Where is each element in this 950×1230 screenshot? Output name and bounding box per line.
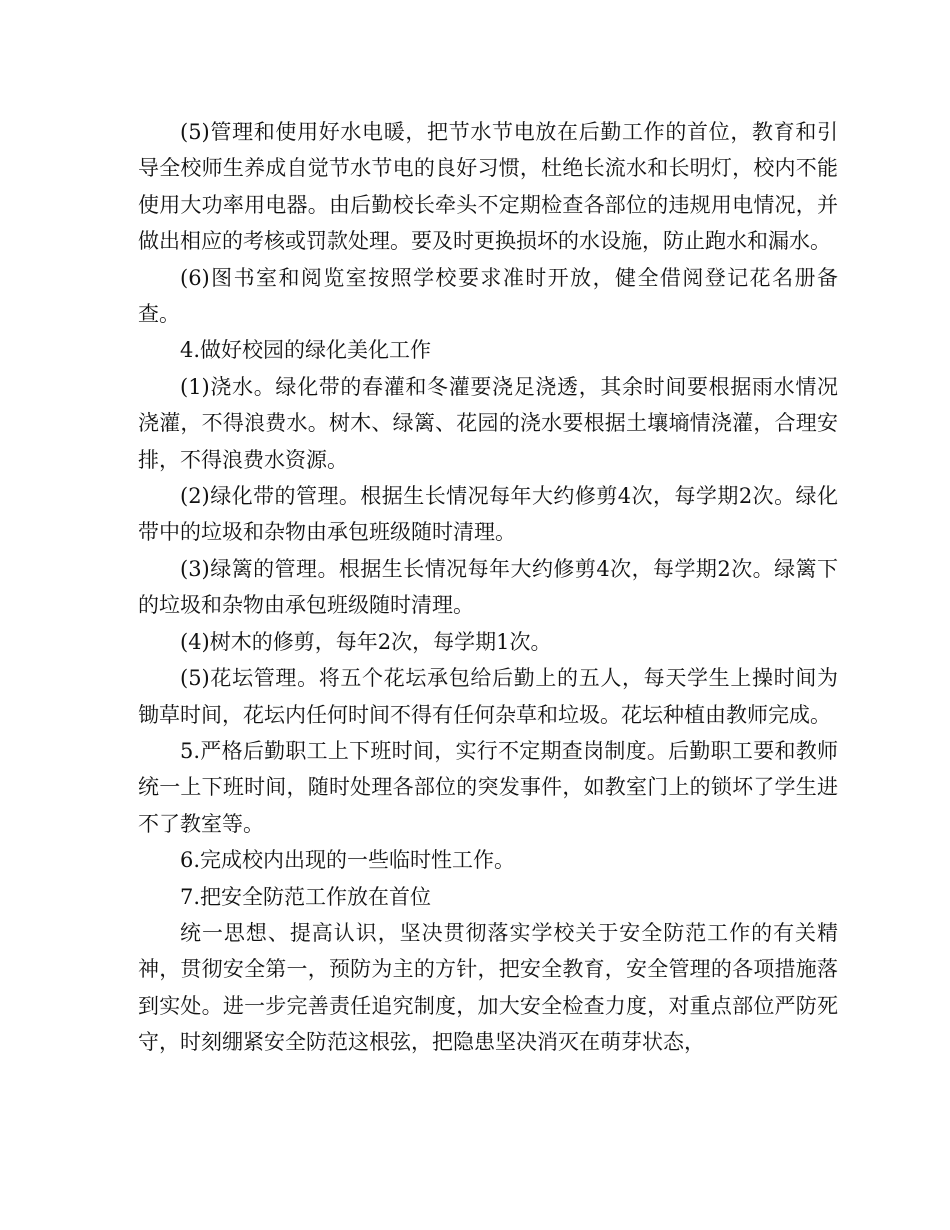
paragraph-work-hours: 5.严格后勤职工上下班时间，实行不定期查岗制度。后勤职工要和教师统一上下班时间，随时处理各部位的突发事件，如教室门上的锁坏了学生进不了教室等。 [138,738,838,836]
paragraph-flower-beds: (5)花坛管理。将五个花坛承包给后勤上的五人，每天学生上操时间为锄草时间，花坛内任何时间不得有任何杂草和垃圾。花坛种植由教师完成。 [138,666,838,727]
section-heading-safety: 7.把安全防范工作放在首位 [180,884,432,909]
document-body [138,114,838,1061]
paragraph-utilities-management: (5)管理和使用好水电暖，把节水节电放在后勤工作的首位，教育和引导全校师生养成自觉节水节电的良好习惯，杜绝长流水和长明灯，校内不能使用大功率用电器。由后勤校长牵头不定期检查各部位的违规用电情况，并做出相应的考核或罚款处理。要及时更换损坏的水设施，防止跑水和漏水。 [138,120,838,254]
paragraph-green-belt: (2)绿化带的管理。根据生长情况每年大约修剪4次，每学期2次。绿化带中的垃圾和杂物由承包班级随时清理。 [138,484,838,545]
paragraph-watering: (1)浇水。绿化带的春灌和冬灌要浇足浇透，其余时间要根据雨水情况浇灌，不得浪费水。树木、绿篱、花园的浇水要根据土壤墒情浇灌，合理安排，不得浪费水资源。 [138,374,838,472]
paragraph-temporary-work: 6.完成校内出现的一些临时性工作。 [180,848,516,873]
paragraph-safety-details: 统一思想、提高认识，坚决贯彻落实学校关于安全防范工作的有关精神，贯彻安全第一，预防为主的方针，把安全教育，安全管理的各项措施落到实处。进一步完善责任追究制度，加大安全检查力度，对重点部位严防死守，时刻绷紧安全防范这根弦，把隐患坚决消灭在萌芽状态， [138,920,838,1055]
section-heading-greening: 4.做好校园的绿化美化工作 [180,338,432,363]
paragraph-tree-pruning: (4)树木的修剪，每年2次，每学期1次。 [180,629,552,654]
paragraph-hedge: (3)绿篱的管理。根据生长情况每年大约修剪4次，每学期2次。绿篱下的垃圾和杂物由承包班级随时清理。 [138,556,838,618]
paragraph-library-reading-room: (6)图书室和阅览室按照学校要求准时开放，健全借阅登记花名册备查。 [138,265,838,327]
